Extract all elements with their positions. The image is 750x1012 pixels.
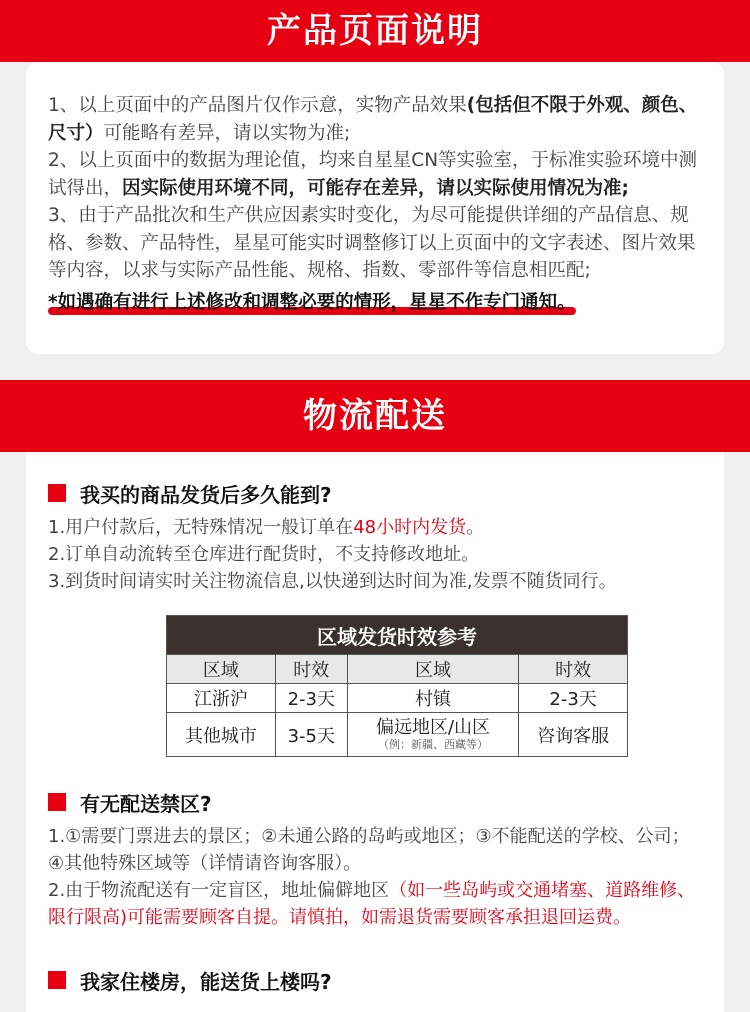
notice-paragraph-2: 2、以上页面中的数据为理论值，均来自星星CN等实验室，于标准实验环境中测试得出，因实际使用环境不同，可能存在差异，请以实际使用情况为准; (48, 150, 698, 199)
table-cell: 咨询客服 (519, 713, 628, 757)
faq-restricted-area-title: 有无配送禁区? (48, 787, 702, 817)
table-cell: 其他城市 (167, 713, 276, 757)
table-cell: 3-5天 (275, 713, 347, 757)
table-cell (347, 713, 518, 757)
table-row (167, 684, 628, 713)
table-title: 区域发货时效参考 (167, 616, 628, 655)
faq-restricted-line-1: 1.①需要门票进去的景区；②未通公路的岛屿或地区；③不能配送的学校、公司；④其他特殊区域等（详情请咨询客服）。 (48, 826, 690, 874)
notice-title: 产品页面说明 (0, 0, 750, 62)
red-square-bullet-icon (48, 971, 66, 989)
red-square-bullet-icon (48, 793, 66, 811)
faq-delivery-time-title: 我买的商品发货后多久能到? (48, 478, 702, 508)
notice-paragraph-3: 3、由于产品批次和生产供应因素实时变化，为尽可能提供详细的产品信息、规格、参数、产品特性，星星可能实时调整修订以上页面中的文字表述、图片效果等内容，以求与实际产品性能、规格、指数、零部件等信息相匹配; (48, 205, 696, 281)
faq-upstairs-title: 我家住楼房，能送货上楼吗? (48, 965, 702, 995)
faq-delivery-line-3: 3.到货时间请实时关注物流信息,以快递到达时间为准,发票不随货同行。 (48, 571, 617, 592)
notice-final-statement: *如遇确有进行上述修改和调整必要的情形，星星不作专门通知。 (48, 289, 576, 317)
remote-area-note: （例：新疆、西藏等） (378, 737, 489, 751)
shipping-time-table (166, 615, 628, 757)
table-cell: 2-3天 (275, 684, 347, 713)
table-row (167, 713, 628, 757)
table-cell: 村镇 (347, 684, 518, 713)
table-header: 时效 (519, 655, 628, 684)
logistics-card (26, 452, 724, 1012)
notice-card (26, 62, 724, 354)
table-header-row (167, 655, 628, 684)
faq-restricted-line-2: 2.由于物流配送有一定盲区，地址偏僻地区（如一些岛屿或交通堵塞、道路维修、限行限高)可能需要顾客自提。请慎拍，如需退货需要顾客承担退回运费。 (48, 880, 696, 928)
faq-delivery-line-1: 1.用户付款后，无特殊情况一般订单在48小时内发货。 (48, 517, 485, 538)
table-header: 区域 (167, 655, 276, 684)
notice-paragraph-1: 1、以上页面中的产品图片仅作示意，实物产品效果(包括但不限于外观、颜色、尺寸）可能略有差异，请以实物为准; (48, 95, 698, 144)
logistics-title: 物流配送 (0, 380, 750, 452)
table-header: 区域 (347, 655, 518, 684)
table-header: 时效 (275, 655, 347, 684)
table-cell: 江浙沪 (167, 684, 276, 713)
remote-area-label: 偏远地区/山区 (375, 716, 491, 738)
red-square-bullet-icon (48, 484, 66, 502)
table-cell: 2-3天 (519, 684, 628, 713)
faq-delivery-line-2: 2.订单自动流转至仓库进行配货时，不支持修改地址。 (48, 544, 480, 565)
